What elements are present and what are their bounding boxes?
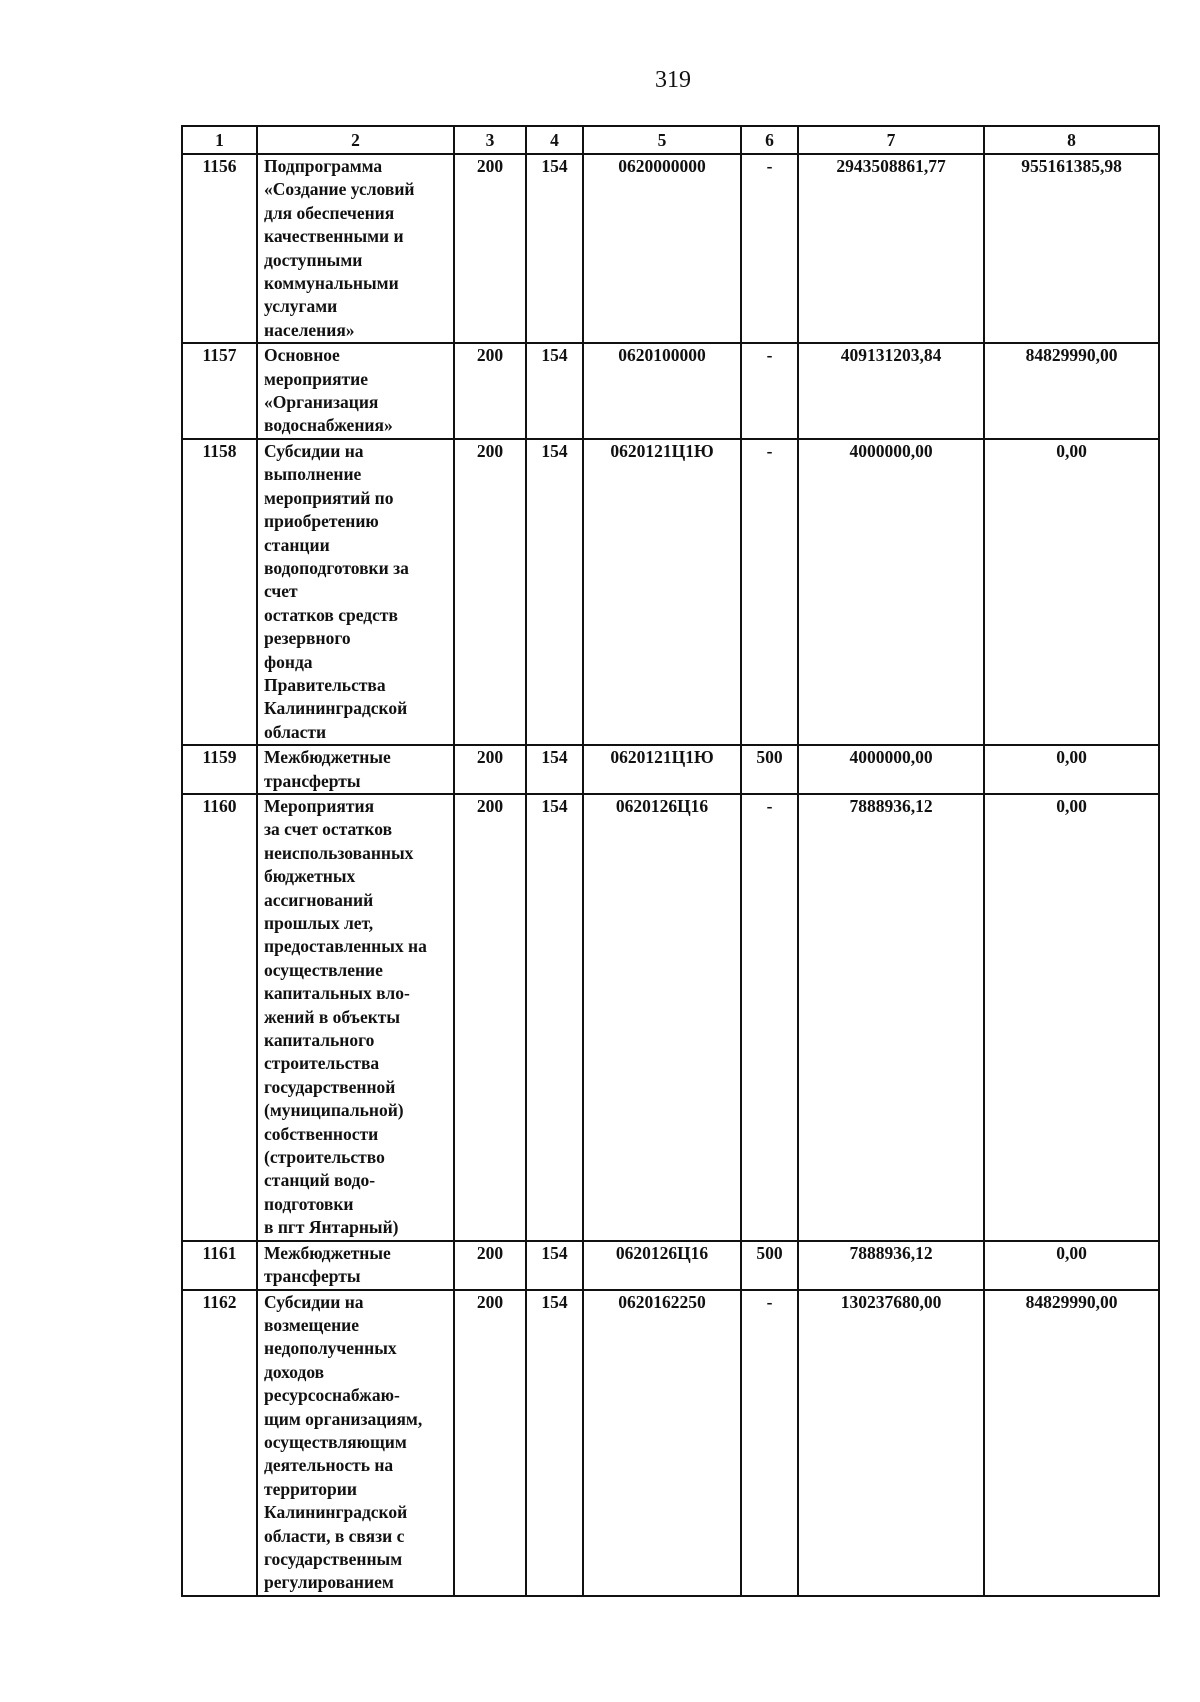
page-number: 319: [655, 67, 691, 93]
row-col-5: 0620121Ц1Ю: [583, 745, 741, 794]
row-col-4: 154: [526, 1241, 583, 1290]
row-col-6: -: [741, 794, 798, 1241]
row-col-5: 0620126Ц16: [583, 1241, 741, 1290]
row-name: Субсидии на выполнение мероприятий по приобретению станции водоподготовки за счет остатков средств резервного фонда Правительства Калининградской области: [257, 439, 454, 745]
row-name: Межбюджетные трансферты: [257, 745, 454, 794]
table-body: [182, 154, 1159, 1596]
table-header: [182, 126, 1159, 154]
row-number: 1156: [182, 154, 257, 343]
row-col-4: 154: [526, 745, 583, 794]
row-col-6: -: [741, 343, 798, 439]
row-col-6: -: [741, 1290, 798, 1596]
row-col-5: 0620100000: [583, 343, 741, 439]
header-row: [182, 126, 1159, 154]
row-col-3: 200: [454, 154, 526, 343]
header-col-4: 4: [526, 126, 583, 154]
row-col-4: 154: [526, 343, 583, 439]
row-col-4: 154: [526, 1290, 583, 1596]
table-row: [182, 439, 1159, 745]
table-row: [182, 154, 1159, 343]
row-col-5: 0620000000: [583, 154, 741, 343]
row-col-7: 4000000,00: [798, 745, 984, 794]
header-col-6: 6: [741, 126, 798, 154]
row-number: 1157: [182, 343, 257, 439]
row-col-3: 200: [454, 439, 526, 745]
row-col-4: 154: [526, 794, 583, 1241]
table-row: [182, 1241, 1159, 1290]
row-col-5: 0620126Ц16: [583, 794, 741, 1241]
row-col-3: 200: [454, 794, 526, 1241]
row-name: Субсидии на возмещение недополученных доходов ресурсоснабжаю- щим организациям, осуществляющим деятельность на территории Калининградской области, в связи с государственным регулированием: [257, 1290, 454, 1596]
row-col-7: 7888936,12: [798, 1241, 984, 1290]
row-col-7: 4000000,00: [798, 439, 984, 745]
row-col-8: 84829990,00: [984, 1290, 1159, 1596]
row-col-4: 154: [526, 154, 583, 343]
row-number: 1158: [182, 439, 257, 745]
row-name: Мероприятия за счет остатков неиспользованных бюджетных ассигнований прошлых лет, предоставленных на осуществление капитальных вло- жений в объекты капитального строительства государственной (муниципальной) собственности (строительство станций водо- подготовки в пгт Янтарный): [257, 794, 454, 1241]
row-col-3: 200: [454, 1241, 526, 1290]
table-row: [182, 794, 1159, 1241]
row-col-8: 0,00: [984, 1241, 1159, 1290]
row-col-3: 200: [454, 745, 526, 794]
row-name: Подпрограмма «Создание условий для обеспечения качественными и доступными коммунальными услугами населения»: [257, 154, 454, 343]
row-col-5: 0620162250: [583, 1290, 741, 1596]
row-col-6: -: [741, 154, 798, 343]
header-col-3: 3: [454, 126, 526, 154]
row-col-8: 0,00: [984, 794, 1159, 1241]
row-col-3: 200: [454, 1290, 526, 1596]
table-row: [182, 343, 1159, 439]
row-col-8: 0,00: [984, 745, 1159, 794]
row-col-6: -: [741, 439, 798, 745]
header-col-1: 1: [182, 126, 257, 154]
row-col-7: 7888936,12: [798, 794, 984, 1241]
row-col-7: 409131203,84: [798, 343, 984, 439]
row-name: Межбюджетные трансферты: [257, 1241, 454, 1290]
row-col-5: 0620121Ц1Ю: [583, 439, 741, 745]
row-col-6: 500: [741, 1241, 798, 1290]
header-col-5: 5: [583, 126, 741, 154]
row-col-7: 130237680,00: [798, 1290, 984, 1596]
row-number: 1161: [182, 1241, 257, 1290]
table-row: [182, 1290, 1159, 1596]
row-name: Основное мероприятие «Организация водоснабжения»: [257, 343, 454, 439]
row-number: 1159: [182, 745, 257, 794]
row-col-7: 2943508861,77: [798, 154, 984, 343]
row-number: 1162: [182, 1290, 257, 1596]
row-col-4: 154: [526, 439, 583, 745]
header-col-2: 2: [257, 126, 454, 154]
table-row: [182, 745, 1159, 794]
row-col-6: 500: [741, 745, 798, 794]
header-col-8: 8: [984, 126, 1159, 154]
header-col-7: 7: [798, 126, 984, 154]
row-col-8: 955161385,98: [984, 154, 1159, 343]
row-col-8: 84829990,00: [984, 343, 1159, 439]
row-col-8: 0,00: [984, 439, 1159, 745]
row-number: 1160: [182, 794, 257, 1241]
row-col-3: 200: [454, 343, 526, 439]
budget-table: [181, 125, 1160, 1597]
